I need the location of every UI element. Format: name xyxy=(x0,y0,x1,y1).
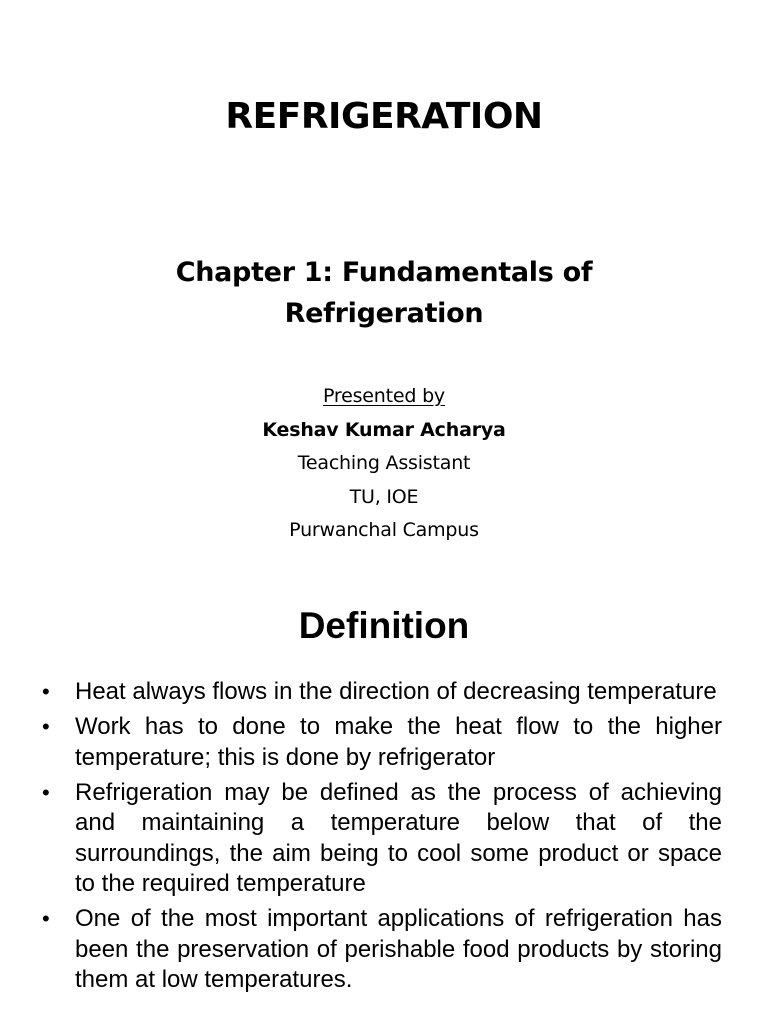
presenter-role: Teaching Assistant xyxy=(297,452,471,474)
bullet-icon: • xyxy=(42,779,50,805)
bullet-text: Refrigeration may be defined as the process of achieving and maintaining a temperature below that of the surroundings, the aim being to cool some product or space to the required temperature xyxy=(75,778,722,897)
bullet-item xyxy=(40,712,722,773)
presented-by-label: Presented by xyxy=(323,385,445,407)
bullet-item xyxy=(40,778,722,900)
slide-title: REFRIGERATION xyxy=(225,96,543,137)
bullet-item xyxy=(40,677,722,708)
bullet-text: One of the most important applications of refrigeration has been the preservation of perishable food products by storing them at low temperatures. xyxy=(75,905,722,993)
institution: TU, IOE xyxy=(349,485,419,508)
bullet-item xyxy=(40,904,722,996)
bullet-icon: • xyxy=(42,714,50,739)
bullet-icon: • xyxy=(42,906,50,931)
bullet-icon: • xyxy=(42,679,50,704)
bullet-text: Heat always flows in the direction of decreasing temperature xyxy=(75,678,717,705)
bullet-text: Work has to done to make the heat flow to the higher temperature; this is done by refrigerator xyxy=(75,713,722,771)
presenter-name: Keshav Kumar Acharya xyxy=(262,418,506,441)
definition-title: Definition xyxy=(298,605,470,646)
presenter-block xyxy=(84,380,684,548)
definition-slide xyxy=(0,580,768,1024)
definition-bullet-list xyxy=(40,677,722,1000)
chapter-title: Chapter 1: Fundamentals of Refrigeration xyxy=(175,257,593,329)
campus: Purwanchal Campus xyxy=(289,519,479,541)
